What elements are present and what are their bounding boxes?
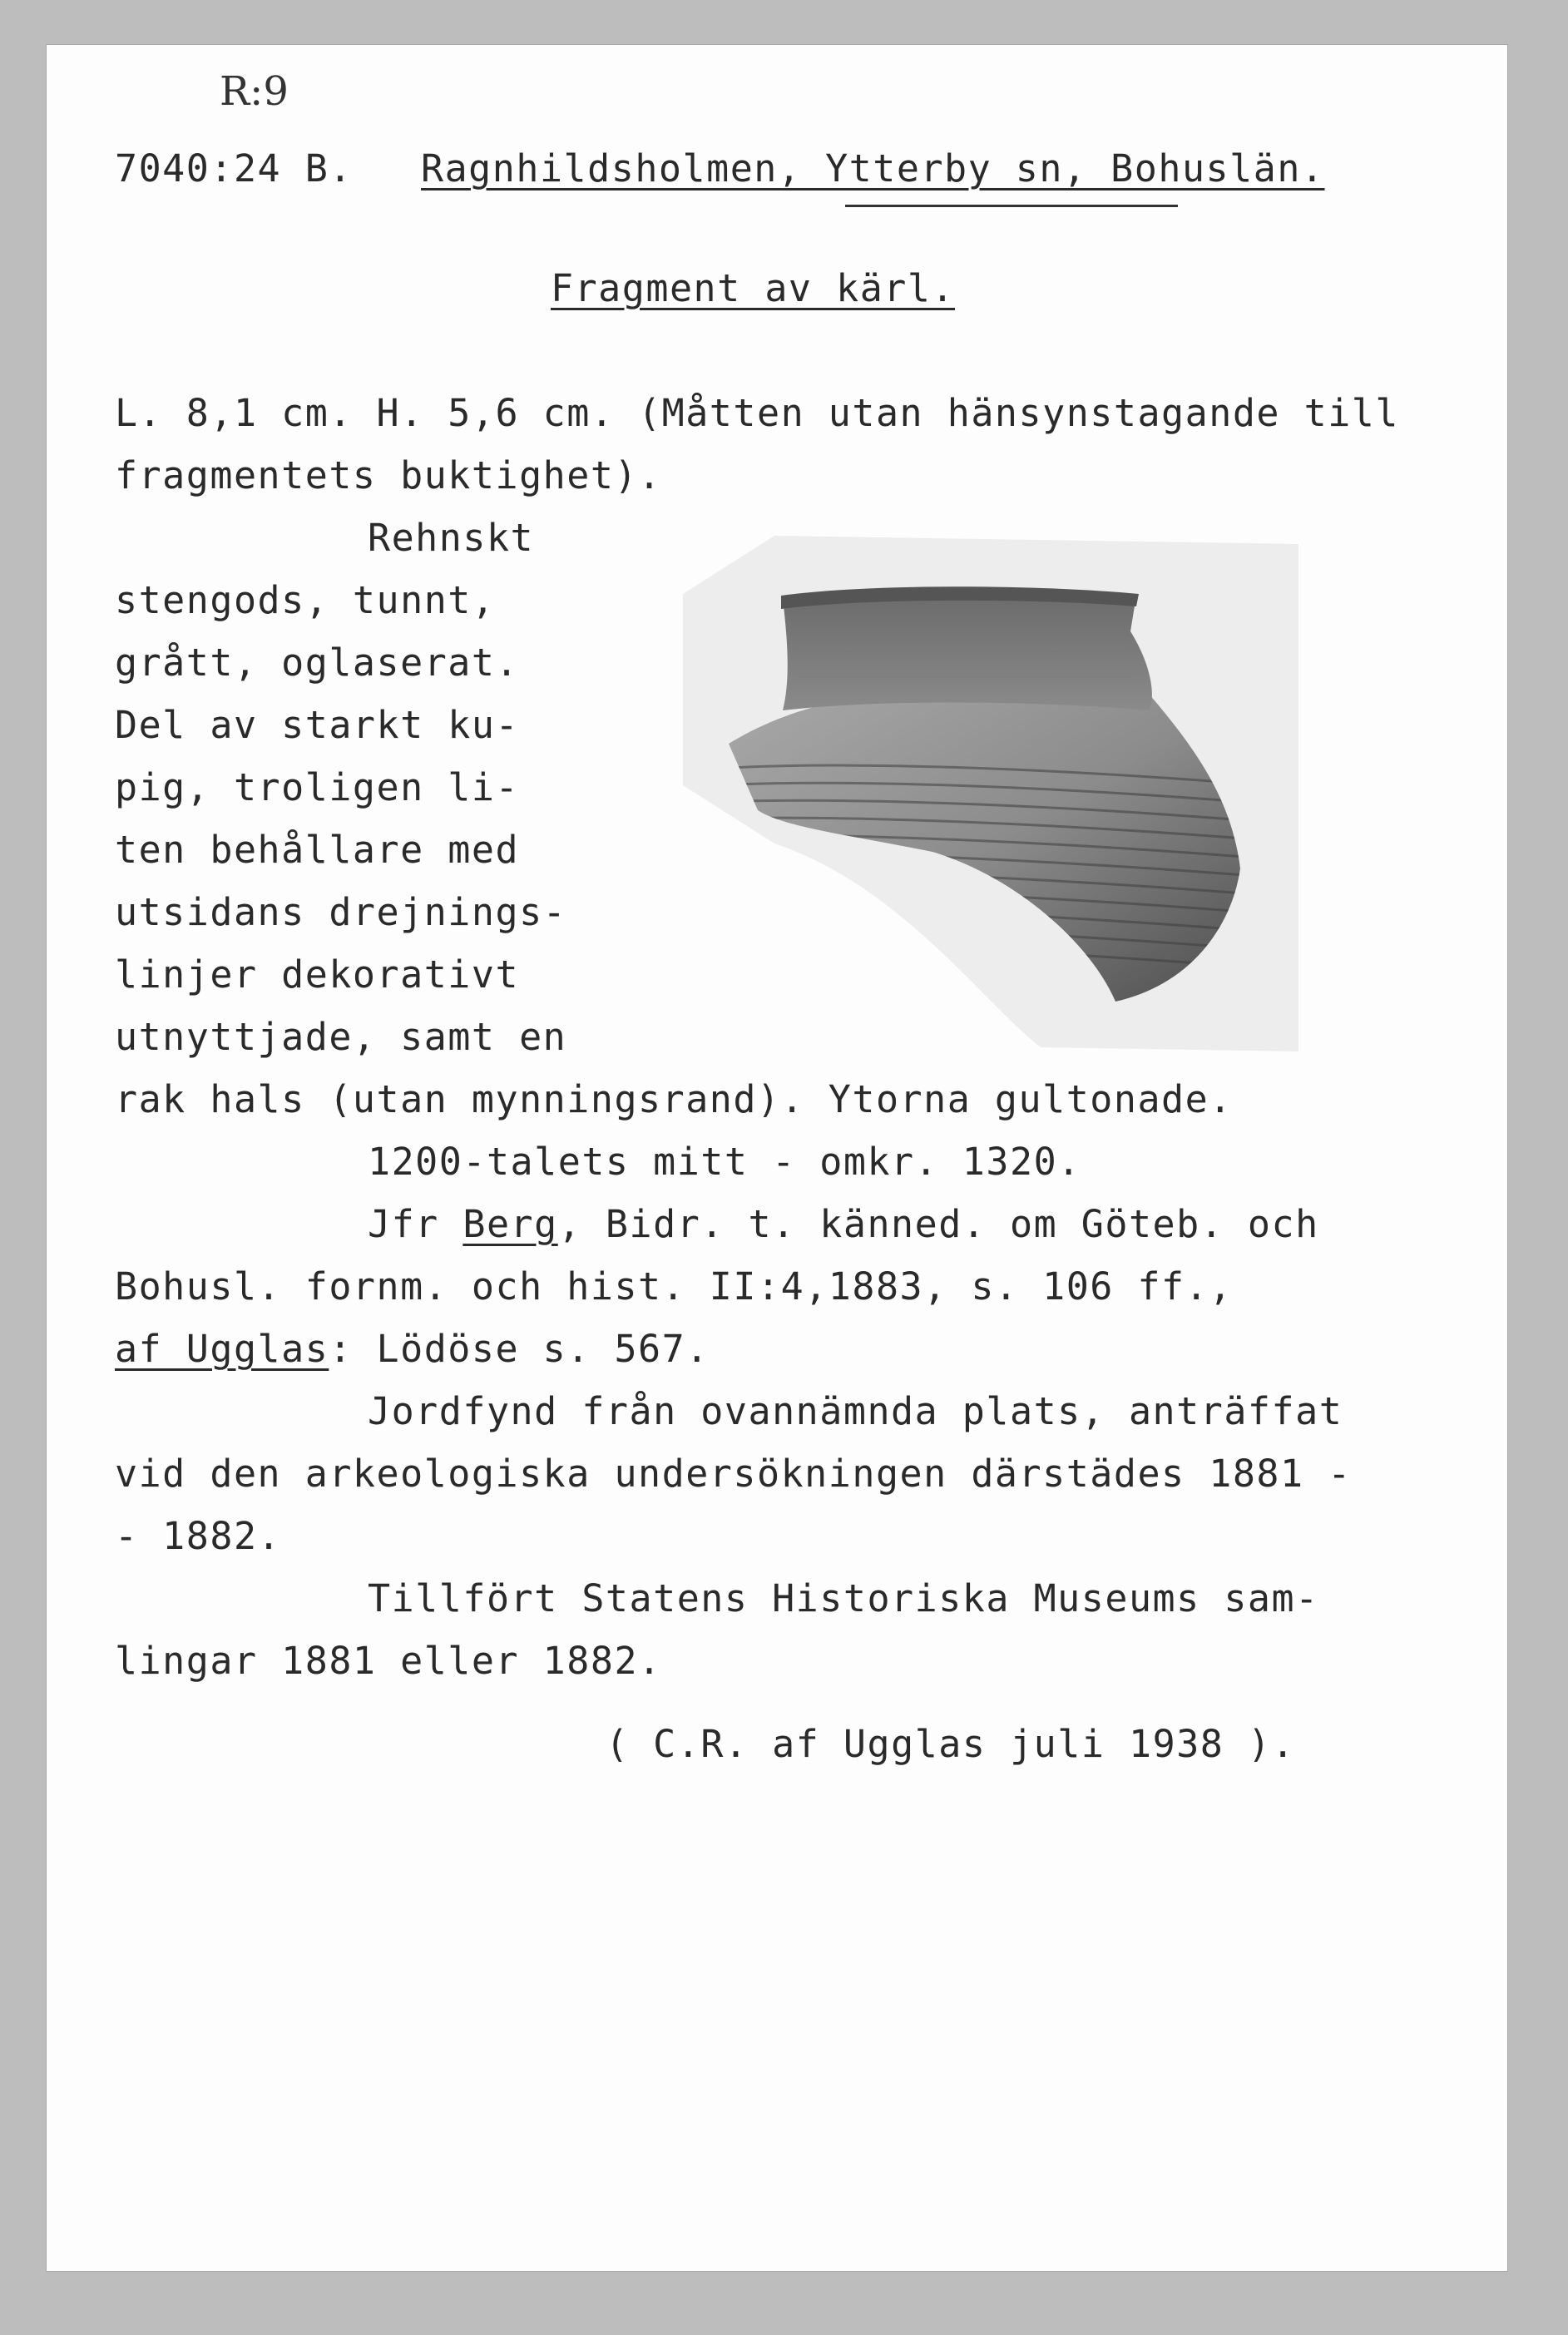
reference-author-berg: Berg [462, 1202, 558, 1246]
find-location: Ragnhildsholmen, Ytterby sn, Bohuslän. [421, 146, 1325, 190]
reference-line-2: Bohusl. fornm. och hist. II:4,1883, s. 106 ff., [115, 1264, 1233, 1308]
reference-rest-3: : Lödöse s. 567. [329, 1327, 710, 1371]
find-line: vid den arkeologiska undersökningen därstädes 1881 - [115, 1452, 1352, 1496]
description-line: ten behållare med [115, 828, 520, 872]
catalog-number: 7040:24 B. [115, 146, 353, 190]
accession-line: Tillfört Statens Historiska Museums sam- [368, 1576, 1319, 1620]
signature-line: ( C.R. af Ugglas juli 1938 ). [606, 1722, 1296, 1766]
description-line: rak hals (utan mynningsrand). Ytorna gultonade. [115, 1077, 1233, 1121]
dating-line: 1200-talets mitt - omkr. 1320. [368, 1140, 1081, 1184]
reference-line-3 [115, 1327, 710, 1371]
description-line: utsidans drejnings- [115, 890, 567, 934]
accession-line: lingar 1881 eller 1882. [115, 1639, 662, 1683]
description-line: stengods, tunnt, [115, 578, 496, 622]
find-line: - 1882. [115, 1514, 282, 1558]
find-line: Jordfynd från ovannämnda plats, anträffat [368, 1389, 1343, 1433]
description-line: Del av starkt ku- [115, 703, 520, 747]
catalog-card [47, 45, 1507, 2271]
description-line: Rehnskt [368, 516, 535, 560]
catalog-mark: R:9 [220, 68, 289, 115]
object-title: Fragment av kärl. [551, 266, 956, 310]
measure-line-2: fragmentets buktighet). [115, 453, 662, 497]
reference-prefix: Jfr [368, 1202, 463, 1246]
location-double-underline [845, 205, 1178, 207]
measure-line-1: L. 8,1 cm. H. 5,6 cm. (Måtten utan hänsynstagande till [115, 391, 1399, 435]
description-line: utnyttjade, samt en [115, 1015, 567, 1059]
reference-line-1 [368, 1202, 1319, 1246]
description-line: grått, oglaserat. [115, 641, 520, 685]
reference-author-ugglas: af Ugglas [115, 1327, 329, 1371]
pottery-fragment-photo [683, 536, 1298, 1051]
description-line: pig, troligen li- [115, 765, 520, 809]
reference-rest-1: , Bidr. t. känned. om Göteb. och [557, 1202, 1319, 1246]
description-line: linjer dekorativt [115, 952, 520, 997]
